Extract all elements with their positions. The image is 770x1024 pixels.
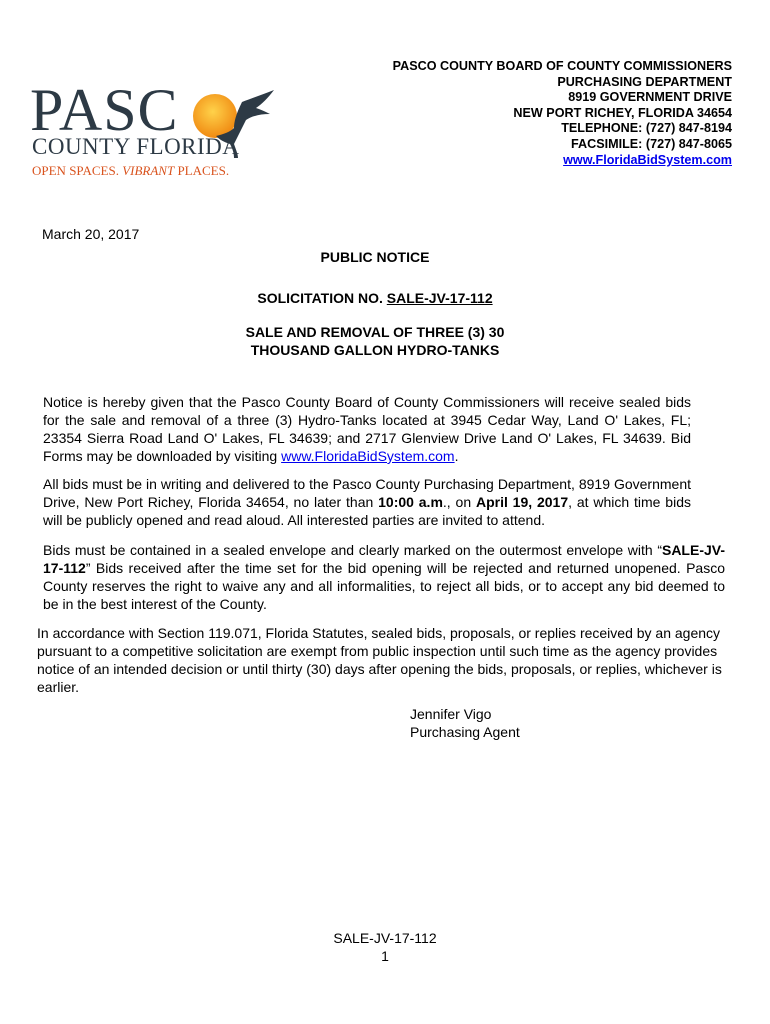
deadline-date: April 19, 2017	[475, 494, 569, 510]
subject-line: THOUSAND GALLON HYDRO-TANKS	[250, 342, 500, 358]
paragraph-text: Notice is hereby given that the Pasco County Board of County Commissioners will receive sealed bids for the sale and removal of a three (3) Hydro-Tanks located at 3945 Cedar Way, Land O' Lakes, FL; 23354 Sierra Road Land O' Lakes, FL 34639; and 2717 Glenview Drive Land O' Lakes, FL 34639. Bid Forms may be downloaded by visiting	[43, 394, 691, 464]
paragraph-sealed-bids	[43, 541, 725, 613]
solicitation-ref: SALE-JV-17-112	[43, 542, 725, 576]
footer-reference: SALE-JV-17-112	[333, 930, 437, 946]
subject-line: SALE AND REMOVAL OF THREE (3) 30	[245, 324, 505, 340]
notice-date: March 20, 2017	[42, 226, 140, 242]
tagline-places: PLACES.	[177, 163, 230, 178]
paragraph-delivery	[43, 475, 691, 529]
paragraph-text: .	[454, 448, 459, 464]
letterhead-line: PURCHASING DEPARTMENT	[557, 74, 732, 89]
paragraph-text: ., on	[442, 494, 476, 510]
paragraph-text: All bids must be in writing and delivered to the Pasco County Purchasing Department, 8919 Government Drive, New Port Richey, Florida 34654, no later than	[43, 476, 691, 510]
page-footer	[0, 929, 770, 965]
page-number: 1	[381, 948, 389, 964]
solicitation-id: SALE-JV-17-112	[386, 290, 493, 306]
notice-title: PUBLIC NOTICE	[320, 249, 430, 265]
letterhead-line: PASCO COUNTY BOARD OF COUNTY COMMISSIONERS	[392, 59, 732, 73]
letterhead	[393, 59, 732, 168]
signer-title: Purchasing Agent	[410, 724, 520, 740]
letterhead-facsimile: FACSIMILE: (727) 847-8065	[571, 136, 732, 151]
logo-county-florida: COUNTY FLORIDA	[32, 134, 240, 159]
letterhead-line: 8919 GOVERNMENT DRIVE	[568, 90, 732, 105]
paragraph-text: ” Bids received after the time set for the bid opening will be rejected and returned unopened. Pasco County reserves the right to waive any and all informalities, to reject all bids, or to accept any bid deemed to be in the best interest of the County.	[43, 560, 725, 612]
logo-tagline	[32, 163, 229, 179]
website-link[interactable]: www.FloridaBidSystem.com	[563, 152, 732, 167]
deadline-time: 10:00 a.m	[378, 494, 443, 510]
signer-name: Jennifer Vigo	[410, 706, 492, 722]
letterhead-line: NEW PORT RICHEY, FLORIDA 34654	[513, 105, 732, 120]
solicitation-number	[0, 289, 760, 307]
paragraph-notice	[43, 393, 691, 465]
solicitation-prefix: SOLICITATION NO.	[257, 290, 387, 306]
paragraph-statutes: In accordance with Section 119.071, Florida Statutes, sealed bids, proposals, or replies received by an agency pursuant to a competitive solicitation are exempt from public inspection until such time as the agency provides notice of an intended decision or until thirty (30) days after opening the bids, proposals, or replies, whichever is earlier.	[37, 625, 722, 695]
paragraph-text: Bids must be contained in a sealed envelope and clearly marked on the outermost envelope with “	[43, 542, 662, 558]
letterhead-telephone: TELEPHONE: (727) 847-8194	[561, 121, 732, 136]
tagline-vibrant: VIBRANT	[122, 163, 175, 178]
pasco-county-logo	[30, 77, 280, 182]
tagline-open-spaces: OPEN SPACES.	[32, 163, 119, 178]
logo-wordmark: PASC	[30, 77, 179, 143]
bid-system-link[interactable]: www.FloridaBidSystem.com	[281, 448, 455, 464]
signature-block	[410, 705, 520, 741]
paragraph-text: , at which time bids will be publicly opened and read aloud. All interested parties are invited to attend.	[43, 494, 691, 528]
notice-subject	[0, 323, 760, 359]
